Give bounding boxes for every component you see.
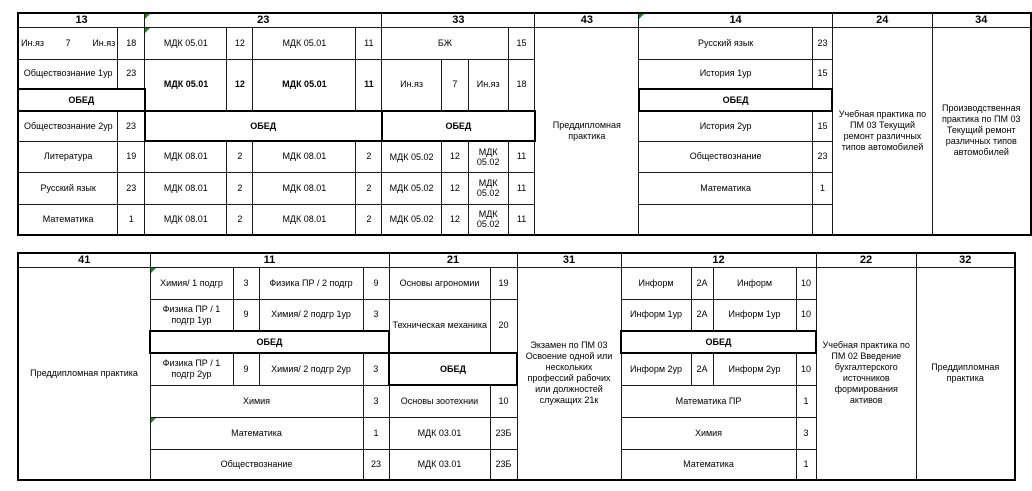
room-cell: 23 <box>118 172 145 204</box>
room-cell: 15 <box>813 59 833 89</box>
room-cell: 10 <box>490 385 517 417</box>
room-cell: 1 <box>813 172 833 204</box>
group-header-14: 14 <box>639 13 833 27</box>
subject-cell: Основы зоотехнии <box>389 385 490 417</box>
subject-cell: МДК 08.01 <box>253 204 356 235</box>
schedule-table-top <box>17 12 1032 236</box>
room-cell: 2 <box>356 204 382 235</box>
room-cell: 10 <box>796 299 816 331</box>
practice-cell-43: Преддипломная практика <box>535 27 639 235</box>
subject-cell: МДК 08.01 <box>145 204 227 235</box>
subject-cell: История 2ур <box>639 111 813 141</box>
subject-cell: Математика <box>621 449 796 480</box>
practice-cell-22: Учебная практика по ПМ 02 Введение бухгалтерского источников формирования активов <box>816 267 916 480</box>
subject-cell: Химия/ 2 подгр 2ур <box>259 353 363 385</box>
room-cell: 2 <box>227 204 253 235</box>
subject-cell: Информ 1ур <box>621 299 691 331</box>
room-cell: 2 <box>227 141 253 172</box>
room-cell: 12 <box>441 172 468 204</box>
room-cell: 10 <box>796 353 816 385</box>
subject-cell: МДК 05.02 <box>382 204 442 235</box>
room-cell: 7 <box>441 59 468 111</box>
subject-cell: МДК 08.01 <box>145 172 227 204</box>
comment-marker <box>145 14 150 19</box>
room-cell: 23Б <box>490 449 517 480</box>
room-cell: 10 <box>796 267 816 299</box>
lunch-cell: ОБЕД <box>382 111 535 141</box>
lunch-cell: ОБЕД <box>621 331 816 353</box>
group-header-13: 13 <box>18 13 145 27</box>
lunch-cell: ОБЕД <box>150 331 389 353</box>
room-cell: 3 <box>233 267 259 299</box>
room-cell: 3 <box>363 353 389 385</box>
subject-cell: МДК 08.01 <box>253 172 356 204</box>
room-cell: 11 <box>508 172 535 204</box>
group-header-43: 43 <box>535 13 639 27</box>
group-header-23: 23 <box>145 13 382 27</box>
group-header-34: 34 <box>932 13 1031 27</box>
subject-cell: Русский язык <box>639 27 813 59</box>
subject-cell: Информ 1ур <box>713 299 796 331</box>
subject-cell: МДК 05.01 <box>253 27 356 59</box>
comment-marker <box>639 14 644 19</box>
room-cell: 23 <box>118 111 145 141</box>
practice-cell-24: Учебная практика по ПМ 03 Текущий ремонт различных типов автомобилей <box>832 27 932 235</box>
subject-label: Ин.яз <box>92 37 116 48</box>
subject-cell: Информ 2ур <box>621 353 691 385</box>
room-cell: 23 <box>363 449 389 480</box>
room-cell: 2 <box>356 141 382 172</box>
subject-cell: Физика ПР / 1 подгр 2ур <box>150 353 233 385</box>
lunch-cell: ОБЕД <box>18 89 145 111</box>
room-cell: 23Б <box>490 417 517 449</box>
group-header-33: 33 <box>382 13 535 27</box>
subject-cell: МДК 05.02 <box>468 141 508 172</box>
room-cell: 12 <box>227 27 253 59</box>
room-cell: 11 <box>356 59 382 111</box>
subject-cell: МДК 08.01 <box>145 141 227 172</box>
subject-cell: Обществознание 2ур <box>18 111 118 141</box>
subject-cell: МДК 05.02 <box>382 172 442 204</box>
comment-marker <box>151 418 156 423</box>
subject-cell: Физика ПР / 2 подгр <box>259 267 363 299</box>
subject-cell: Ин.яз <box>382 59 442 111</box>
subject-cell: МДК 05.01 <box>253 59 356 111</box>
room-cell: 18 <box>508 59 535 111</box>
subject-cell: Литература <box>18 141 118 172</box>
subject-cell: Информ <box>621 267 691 299</box>
schedule-table-bottom <box>17 252 1016 481</box>
lunch-cell: ОБЕД <box>389 353 517 385</box>
room-cell: 11 <box>356 27 382 59</box>
room-cell: 2А <box>691 299 713 331</box>
subject-cell: История 1ур <box>639 59 813 89</box>
room-cell: 23 <box>813 141 833 172</box>
room-cell: 12 <box>441 204 468 235</box>
subject-cell: Химия/ 1 подгр <box>150 267 233 299</box>
subject-cell: Физика ПР / 1 подгр 1ур <box>150 299 233 331</box>
subject-cell: Математика <box>18 204 118 235</box>
practice-cell-41: Преддипломная практика <box>18 267 150 480</box>
empty-cell <box>639 204 813 235</box>
subject-cell: Техническая механика <box>389 299 490 353</box>
schedule-cell <box>18 27 118 59</box>
subject-cell: Химия <box>621 417 796 449</box>
subject-cell: Математика ПР <box>621 385 796 417</box>
group-header-21: 21 <box>389 253 517 267</box>
subject-cell: БЖ <box>382 27 508 59</box>
room-cell: 1 <box>796 449 816 480</box>
subject-cell: Ин.яз <box>468 59 508 111</box>
room-cell: 2 <box>227 172 253 204</box>
subject-cell: МДК 05.01 <box>145 59 227 111</box>
subject-cell: Химия <box>150 385 363 417</box>
group-header-24: 24 <box>832 13 932 27</box>
group-header-12: 12 <box>621 253 816 267</box>
room-cell: 15 <box>813 111 833 141</box>
comment-marker <box>145 28 150 33</box>
lunch-cell: ОБЕД <box>639 89 833 111</box>
subject-cell: Основы агрономии <box>389 267 490 299</box>
room-cell: 23 <box>118 59 145 89</box>
group-header-11: 11 <box>150 253 389 267</box>
subject-cell: Информ <box>713 267 796 299</box>
subject-cell: Обществознание <box>150 449 363 480</box>
room-label: 7 <box>65 37 71 48</box>
subject-label: Ин.яз <box>21 37 44 48</box>
subject-cell: Информ 2ур <box>713 353 796 385</box>
room-cell: 3 <box>363 385 389 417</box>
room-cell: 3 <box>363 299 389 331</box>
room-cell: 18 <box>118 27 145 59</box>
subject-cell: МДК 05.01 <box>145 27 227 59</box>
practice-cell-34: Производственная практика по ПМ 03 Текущий ремонт различных типов автомобилей <box>932 27 1031 235</box>
empty-cell <box>813 204 833 235</box>
group-header-41: 41 <box>18 253 150 267</box>
subject-cell: Обществознание <box>639 141 813 172</box>
comment-marker <box>151 268 156 273</box>
subject-cell: Математика <box>639 172 813 204</box>
group-header-22: 22 <box>816 253 916 267</box>
room-cell: 2А <box>691 353 713 385</box>
room-cell: 19 <box>490 267 517 299</box>
lunch-cell: ОБЕД <box>145 111 382 141</box>
subject-cell: МДК 05.02 <box>382 141 442 172</box>
exam-cell-31: Экзамен по ПМ 03 Освоение одной или нескольких профессий рабочих или должностей служащих 21к <box>517 267 621 480</box>
room-cell: 23 <box>813 27 833 59</box>
subject-cell: Химия/ 2 подгр 1ур <box>259 299 363 331</box>
room-cell: 11 <box>508 204 535 235</box>
room-cell: 12 <box>227 59 253 111</box>
room-cell: 12 <box>441 141 468 172</box>
room-cell: 3 <box>796 417 816 449</box>
room-cell: 1 <box>118 204 145 235</box>
room-cell: 1 <box>363 417 389 449</box>
practice-cell-32: Преддипломная практика <box>916 267 1015 480</box>
room-cell: 15 <box>508 27 535 59</box>
room-cell: 20 <box>490 299 517 353</box>
room-cell: 9 <box>233 299 259 331</box>
room-cell: 1 <box>796 385 816 417</box>
room-cell: 2 <box>356 172 382 204</box>
room-cell: 9 <box>233 353 259 385</box>
subject-cell: Обществознание 1ур <box>18 59 118 89</box>
group-header-31: 31 <box>517 253 621 267</box>
room-cell: 2А <box>691 267 713 299</box>
subject-cell: Математика <box>150 417 363 449</box>
group-header-32: 32 <box>916 253 1015 267</box>
room-cell: 11 <box>508 141 535 172</box>
subject-cell: МДК 08.01 <box>253 141 356 172</box>
subject-cell: Русский язык <box>18 172 118 204</box>
subject-cell: МДК 05.02 <box>468 172 508 204</box>
room-cell: 19 <box>118 141 145 172</box>
room-cell: 9 <box>363 267 389 299</box>
subject-cell: МДК 03.01 <box>389 417 490 449</box>
subject-cell: МДК 03.01 <box>389 449 490 480</box>
subject-cell: МДК 05.02 <box>468 204 508 235</box>
